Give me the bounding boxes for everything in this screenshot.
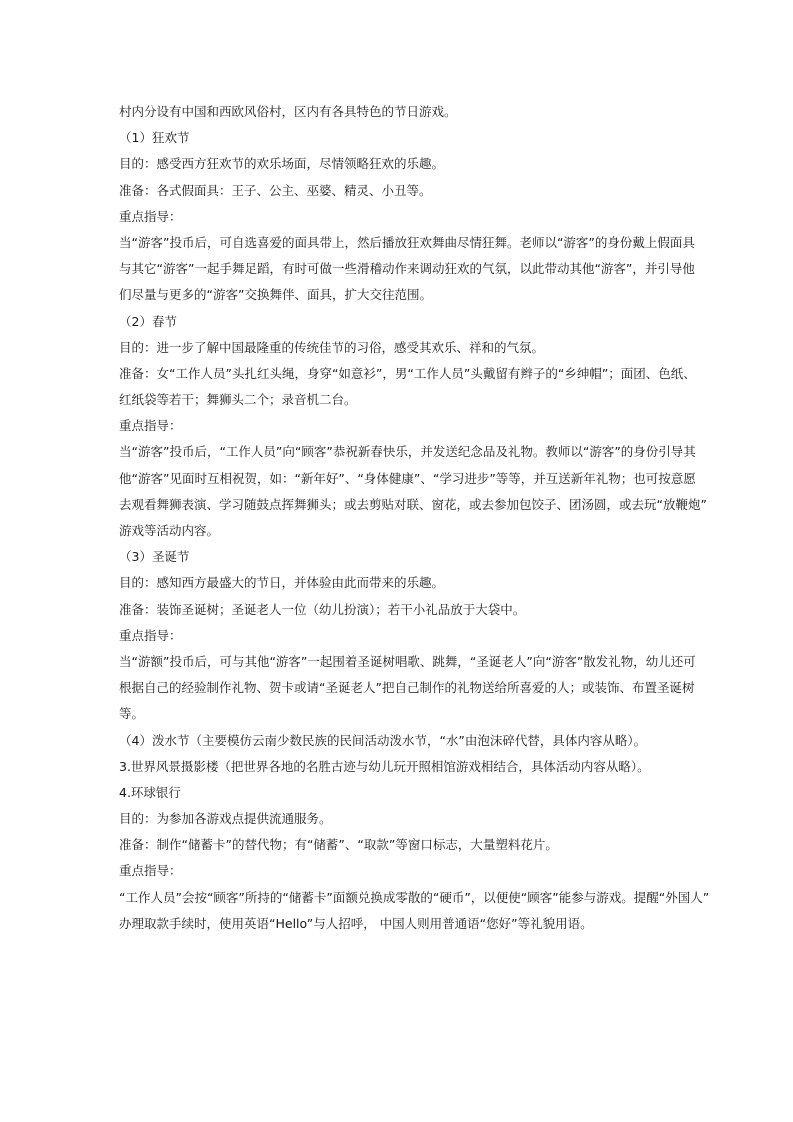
- spring-guidance-label: 重点指导：: [119, 418, 182, 434]
- spring-preparation-line-2: 红纸袋等若干；舞狮头二个；录音机二台。: [119, 392, 357, 408]
- document-body: [119, 99, 710, 937]
- carnival-guidance-line-3: 们尽量与更多的“游客”交换舞伴、面具，扩大交往范围。: [119, 287, 432, 303]
- spring-guidance-line-2: 他“游客”见面时互相祝贺，如：“新年好”、“身体健康”、“学习进步”等等，并互送新年礼物；也可按意愿: [119, 470, 696, 486]
- paragraph-intro: 村内分设有中国和西欧风俗村，区内有各具特色的节日游戏。: [119, 104, 457, 119]
- heading-global-bank: 4.环球银行: [119, 784, 181, 800]
- bank-goal: 目的：为参加各游戏点提供流通服务。: [119, 811, 332, 827]
- carnival-preparation: 准备：各式假面具：王子、公主、巫婆、精灵、小丑等。: [119, 182, 432, 198]
- carnival-guidance-line-1: 当“游客”投币后，可自选喜爱的面具带上，然后播放狂欢舞曲尽情狂舞。老师以“游客”的身份戴上假面具: [119, 234, 695, 250]
- bank-guidance-line-2: 办理取款手续时，使用英语“Hello”与人招呼， 中国人则用普通语“您好”等礼貌用语。: [119, 915, 593, 931]
- heading-christmas: （3）圣诞节: [119, 549, 190, 565]
- spring-goal: 目的：进一步了解中国最隆重的传统佳节的习俗，感受其欢乐、祥和的气氛。: [119, 339, 545, 355]
- carnival-guidance-label: 重点指导：: [119, 208, 182, 224]
- heading-photo-studio: 3.世界风景摄影楼（把世界各地的名胜古迹与幼儿玩开照相馆游戏相结合，具体活动内容从略）。: [119, 758, 650, 774]
- bank-guidance-label: 重点指导：: [119, 863, 182, 879]
- christmas-guidance-line-3: 等。: [119, 706, 145, 722]
- christmas-goal: 目的：感知西方最盛大的节日，并体验由此而带来的乐趣。: [119, 575, 445, 591]
- carnival-guidance-line-2: 与其它“游客”一起手舞足蹈，有时可做一些滑稽动作来调动狂欢的气氛，以此带动其他“游客”，并引导他: [119, 261, 695, 277]
- spring-preparation-line-1: 准备：女“工作人员”头扎红头绳，身穿“如意衫”，男“工作人员”头戴留有辫子的“乡绅帽”；面团、色纸、: [119, 365, 696, 381]
- heading-spring-festival: （2）春节: [119, 313, 177, 329]
- christmas-guidance-line-2: 根据自己的经验制作礼物、贺卡或请“圣诞老人”把自己制作的礼物送给所喜爱的人；或装饰、布置圣诞树: [119, 680, 695, 696]
- spring-guidance-line-3: 去观看舞狮表演、学习随鼓点挥舞狮头；或去剪贴对联、窗花，或去参加包饺子、团汤圆，或去玩“放鞭炮”: [119, 496, 707, 512]
- christmas-guidance-label: 重点指导：: [119, 627, 182, 643]
- heading-water-festival: （4）泼水节（主要模仿云南少数民族的民间活动泼水节，“水”由泡沫碎代替，具体内容从略）。: [119, 732, 647, 748]
- bank-preparation: 准备：制作“储蓄卡”的替代物；有“储蓄”、“取款”等窗口标志，大量塑料花片。: [119, 837, 558, 853]
- spring-guidance-line-1: 当“游客”投币后，“工作人员”向“顾客”恭祝新春快乐，并发送纪念品及礼物。教师以“游客”的身份引导其: [119, 444, 696, 460]
- bank-guidance-line-1: “工作人员”会按“顾客”所持的“储蓄卡”面额兑换成零散的“硬币”，以便使“顾客”能参与游戏。提醒“外国人”: [119, 889, 710, 905]
- christmas-preparation: 准备：装饰圣诞树；圣诞老人一位（幼儿扮演）；若干小礼品放于大袋中。: [119, 601, 526, 617]
- carnival-goal: 目的：感受西方狂欢节的欢乐场面，尽情领略狂欢的乐趣。: [119, 156, 445, 172]
- spring-guidance-line-4: 游戏等活动内容。: [119, 523, 220, 538]
- christmas-guidance-line-1: 当“游额”投币后，可与其他“游客”一起围着圣诞树唱歌、跳舞，“圣诞老人”向“游客”散发礼物，幼儿还可: [119, 653, 696, 669]
- heading-carnival: （1）狂欢节: [119, 130, 190, 146]
